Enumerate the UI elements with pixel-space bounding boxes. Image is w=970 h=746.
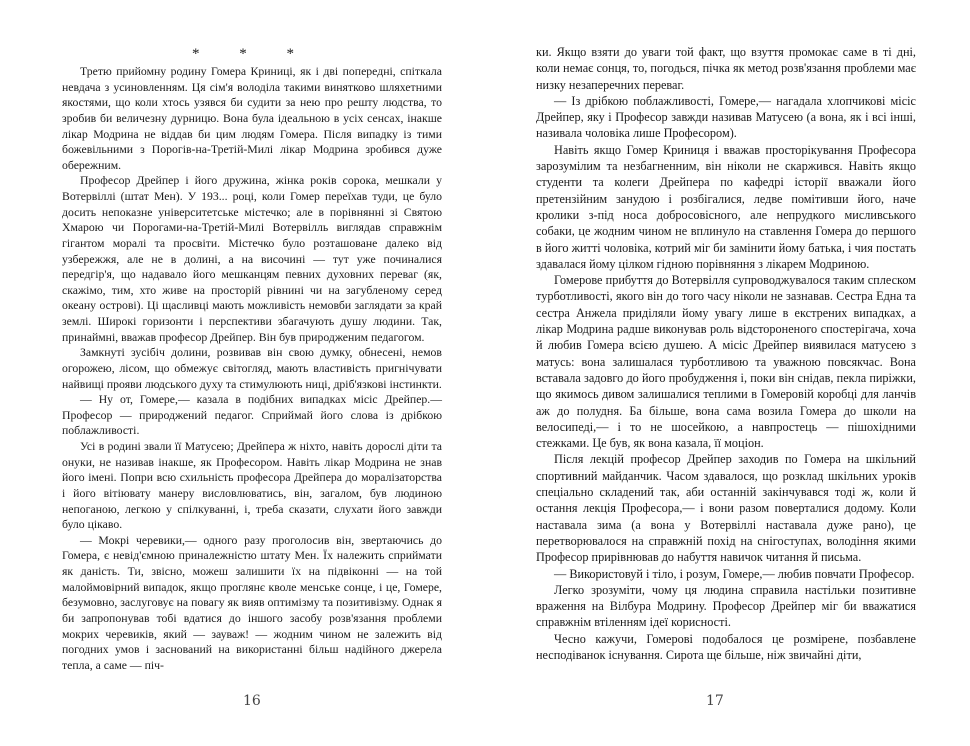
page-number: 17 — [706, 693, 724, 709]
paragraph: — Ну от, Гомере,— казала в подібних випадках місіс Дрейпер.— Професор — природжений педагог. Сприймай його слова із дрібкою поблажливості. — [62, 393, 442, 438]
paragraph: Професор Дрейпер і його дружина, жінка років сорока, мешкали у Вотервіллі (штат Мен). У 193... році, коли Гомер переїхав туди, це було досить непоказне університетське містечко; але в порівнянні зі Святою Хмарою чи Порогами-на-Третій-Милі Вотервілль виглядав справжнім гігантом моралі та просвіти. Містечко було розташоване далеко від узбережжя, але не в долині, а на височині — тут уже починалися передгір'я, що надавало його мешканцям певних духовних переваг (як, скажімо, тим, хто живе на просторій рівнині чи на загубленому серед океану острові). Ці щасливці мають можливість немовби заглядати за край землі. Широкі горизонти і перспективи збагачують душу людини. Так, принаймні, вважав професор Дрейпер. Він був природженим педагогом. — [62, 174, 442, 344]
paragraph: Замкнуті зусібіч долини, розвивав він свою думку, обнесені, немов огорожею, лісом, що обмежує світогляд, мають властивість пригнічувати найвищі прояви людського духу та стимулюють ниці, дріб'язкові інстинкти. — [62, 346, 442, 391]
right-page — [485, 0, 970, 746]
left-body-text — [62, 64, 442, 673]
paragraph: — Мокрі черевики,— одного разу проголосив він, звертаючись до Гомера, є невід'ємною приналежністю штату Мен. Їх належить сприймати як даність. Ти, звісно, можеш залишити їх на підвіконні — на той малоймовірний випадок, якщо проглянє кволе менське сонце, і це, Гомере, безумовно, заслуговує на повагу як вияв оптимізму та позитивізму. Однак я би запропонував тобі вдатися до іншого засобу розв'язання проблеми мокрих черевиків, який — зауваж! — жодним чином не залежить від погодних умов і заснований на використанні більш надійного джерела тепла, а саме — піч- — [62, 533, 442, 672]
paragraph: Після лекцій професор Дрейпер заходив по Гомера на шкільний спортивний майданчик. Часом здавалося, що розклад шкільних уроків спеціально складений так, аби останній закінчувався тоді ж, коли й остання лекція Професора,— і вони разом поверталися додому. Коли наставала зима (а вона у Вотервіллі наставала дуже рано), це перетворювалося на справжній похід на снігоступах, володіння якими Професор прирівнював до набуття навичок читання й письма. — [536, 452, 916, 565]
paragraph: Усі в родині звали її Матусею; Дрейпера ж ніхто, навіть дорослі діти та онуки, не називав інакше, як Професором. Навіть лікар Модрина не знав його імені. Попри всю схильність професора Дрейпера до моралізаторства і його вітіювату манеру висловлюватись, він, загалом, був людиною непоганою, легкою у спілкуванні, і, треба сказати, слухати його завжди було цікаво. — [62, 440, 442, 532]
paragraph: Чесно кажучи, Гомерові подобалося це розмірене, позбавлене несподіванок існування. Сирота ще більше, ніж звичайні діти, — [536, 631, 916, 662]
paragraph-continuation: ки. Якщо взяти до уваги той факт, що взуття промокає саме в ті дні, коли немає сонця, то, погодься, пічка як метод розв'язання проблеми має низку незаперечних переваг. — [536, 45, 916, 92]
paragraph: — Використовуй і тіло, і розум, Гомере,— любив повчати Професор. — [554, 566, 915, 581]
right-body-text — [536, 44, 916, 663]
paragraph: Легко зрозуміти, чому ця людина справила настільки позитивне враження на Вілбура Модрину. Професор Дрейпер міг би вважатися справжнім втіленням ідеї корисності. — [536, 582, 916, 630]
page-number: 16 — [243, 693, 261, 709]
paragraph: Навіть якщо Гомер Криниця і вважав просторікування Професора зарозумілим та незбагненним, він ніколи не скаржився. Навіть якщо студенти та колеги Дрейпера по кафедрі історії вважали його претензійним занудою і розбігалися, ледве помітивши його, наче кролики з-під носа добросовісного, але непрудкого мисливського собаки, це жодним чином не вплинуло на ставлення Гомера до першого в його житті чоловіка, котрий міг би замінити йому батька, і чия постать здавалася йому цілком гідною порівняння з лікарем Модриною. — [536, 142, 916, 271]
paragraph: Третю прийомну родину Гомера Криниці, як і дві попередні, спіткала невдача з усиновленням. Ця сім'я володіла такими винятково шляхетними якостями, що коли хтось узявся би судити за нею про решту людства, то зробив би величезну дурницю. Вона була ідеальною в усіх сенсах, інакше лікар Модрина не віддав би цим людям Гомера. Після випадку із тими божевільними з Порогів-на-Третій-Милі лікар Модрина зробився дуже обережним. — [62, 65, 442, 172]
section-separator: * * * — [192, 46, 312, 62]
paragraph: — Із дрібкою поблажливості, Гомере,— нагадала хлопчикові місіс Дрейпер, яку і Професор завжди називав Матусею (а вона, як і всі інші, називала чоловіка лише Професором). — [536, 93, 916, 141]
paragraph: Гомерове прибуття до Вотервілля супроводжувалося таким сплеском турботливості, якого він до того часу ніколи не зазнавав. Сестра Една та сестра Анжела приділяли йому увагу лише в екстрених випадках, а лікар Модрина радше виконував роль відстороненого спостерігача, хоча й любив Гомера всією душею. А місіс Дрейпер виявилася матусею з матусь: вона залишалася турботливою та уважною повсякчас. Вона вставала задовго до його пробудження і, поки він снідав, пекла пиріжки, що якимось дивом залишалися теплими в Гомеровій коробці для ланчів аж до полудня. Ба більше, вона сама возила Гомера до школи на велосипеді,— і то не шосейкою, а навпростець — пішохідними стежками. Це був, як вона казала, її моціон. — [536, 273, 916, 451]
